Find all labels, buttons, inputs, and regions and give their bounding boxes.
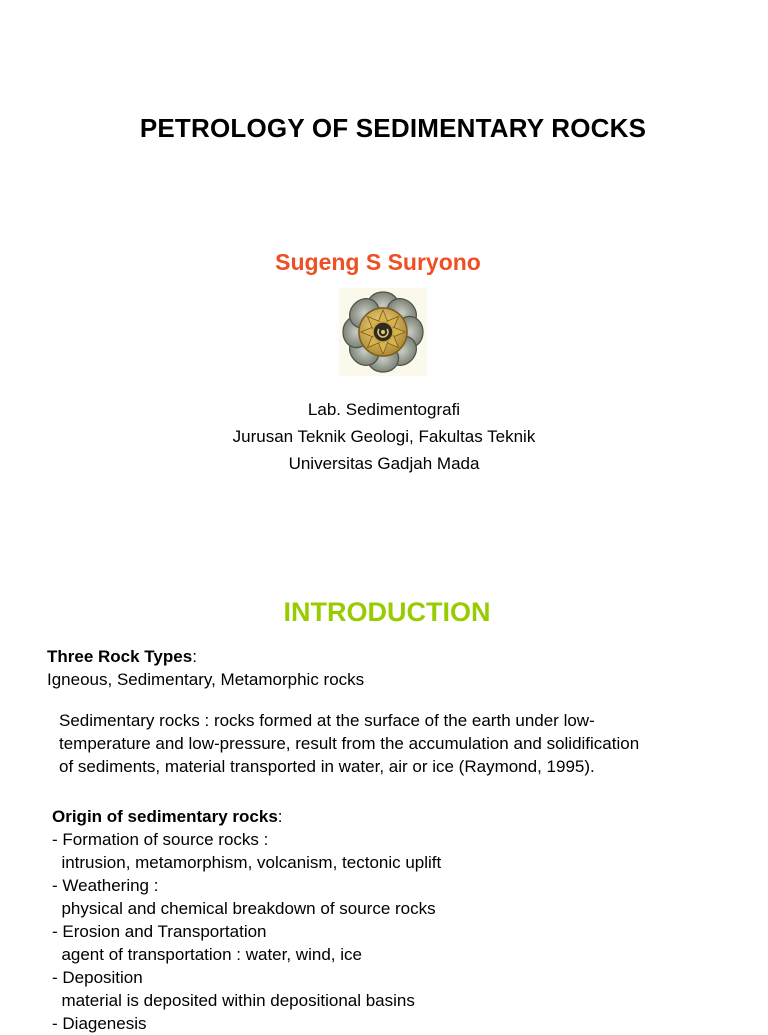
section-heading-introduction: INTRODUCTION [283, 597, 491, 627]
affiliation-university: Universitas Gadjah Mada [288, 454, 480, 473]
rock-types-colon: : [192, 647, 197, 666]
origin-item-weathering-detail: physical and chemical breakdown of source rocks [52, 899, 436, 918]
origin-colon: : [277, 807, 283, 826]
rock-types-line [47, 645, 197, 668]
university-seal-icon [339, 288, 427, 376]
definition-line-3: of sediments, material transported in water, air or ice (Raymond, 1995). [59, 757, 595, 776]
origin-item-diagenesis: - Diagenesis [52, 1014, 147, 1033]
affiliation-department: Jurusan Teknik Geologi, Fakultas Teknik [232, 427, 536, 446]
origin-item-deposition: - Deposition [52, 968, 143, 987]
origin-item-source-rocks: - Formation of source rocks : [52, 830, 269, 849]
definition-line-1: Sedimentary rocks : rocks formed at the surface of the earth under low- [59, 711, 595, 730]
origin-item-deposition-detail: material is deposited within depositional basins [52, 991, 415, 1010]
definition-line-2: temperature and low-pressure, result from the accumulation and solidification [59, 734, 640, 753]
page-title: PETROLOGY OF SEDIMENTARY ROCKS [139, 113, 647, 143]
author-name: Sugeng S Suryono [275, 249, 481, 275]
affiliation-lab: Lab. Sedimentografi [307, 400, 461, 419]
origin-item-weathering: - Weathering : [52, 876, 159, 895]
rock-types-label: Three Rock Types [47, 647, 193, 666]
origin-heading-line [52, 805, 283, 828]
origin-label: Origin of sedimentary rocks [52, 807, 278, 826]
origin-item-erosion: - Erosion and Transportation [52, 922, 267, 941]
rock-types-list: Igneous, Sedimentary, Metamorphic rocks [47, 670, 365, 689]
origin-item-source-rocks-detail: intrusion, metamorphism, volcanism, tectonic uplift [52, 853, 442, 872]
origin-item-erosion-detail: agent of transportation : water, wind, ice [52, 945, 362, 964]
